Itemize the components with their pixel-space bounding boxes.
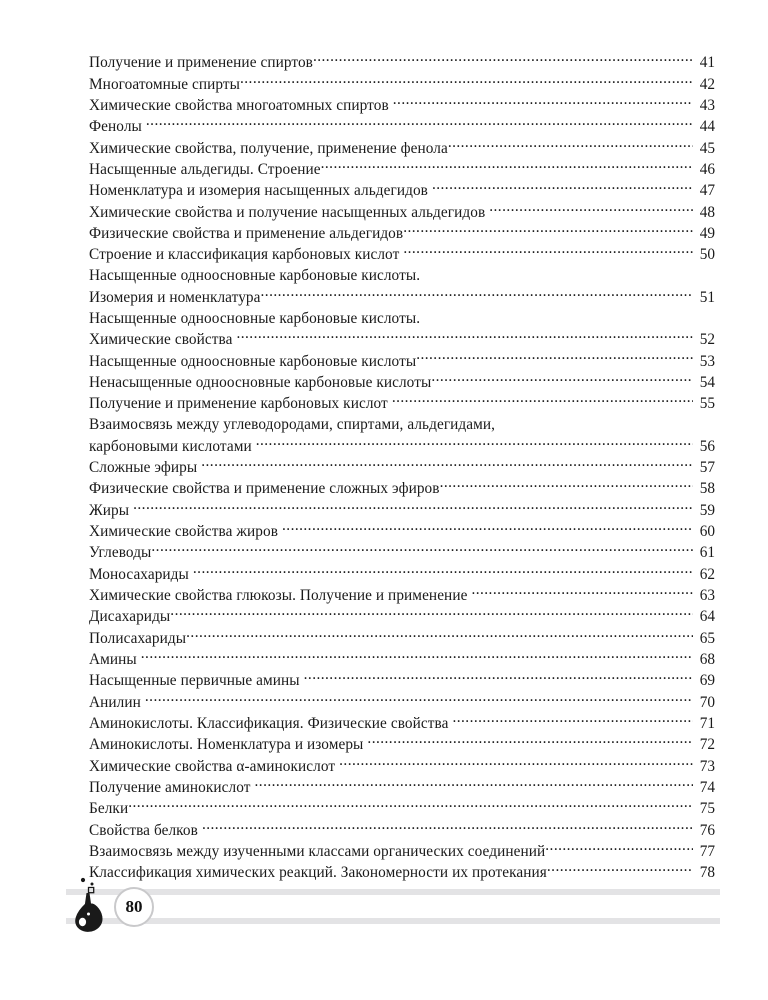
toc-page-number: 43 bbox=[699, 96, 715, 114]
toc-entry[interactable] bbox=[89, 73, 715, 94]
toc-entry-title: Насыщенные одноосновные карбоновые кислоты bbox=[89, 352, 417, 370]
toc-page-number: 74 bbox=[699, 779, 715, 797]
footer-rule-top bbox=[66, 889, 720, 895]
toc-page-number: 63 bbox=[699, 587, 715, 604]
dot-leader bbox=[170, 606, 693, 621]
toc-line-continuation bbox=[89, 414, 715, 435]
toc-entry-title: Получение и применение спиртов bbox=[89, 54, 313, 72]
toc-entry[interactable] bbox=[89, 691, 715, 712]
toc-entry[interactable] bbox=[89, 265, 715, 307]
dot-leader bbox=[416, 350, 693, 365]
toc-entry[interactable] bbox=[89, 223, 715, 244]
toc-line bbox=[89, 372, 715, 393]
toc-page-number: 55 bbox=[699, 395, 715, 413]
dot-leader bbox=[545, 841, 693, 856]
toc-entry[interactable] bbox=[89, 862, 715, 883]
toc-entry[interactable] bbox=[89, 180, 715, 201]
toc-line bbox=[89, 223, 715, 244]
toc-page-number: 76 bbox=[699, 821, 715, 839]
dot-leader bbox=[321, 159, 693, 174]
toc-entry-title: Многоатомные спирты bbox=[89, 75, 240, 93]
page-number-text: 80 bbox=[125, 897, 143, 916]
toc-page-number: 73 bbox=[699, 757, 715, 775]
toc-entry-title: Насыщенные одноосновные карбоновые кислоты. bbox=[89, 267, 421, 285]
dot-leader bbox=[313, 52, 693, 67]
dot-leader bbox=[440, 478, 693, 493]
toc-line bbox=[89, 478, 715, 499]
table-of-contents-list bbox=[89, 52, 715, 884]
dot-leader bbox=[151, 542, 693, 557]
dot-leader bbox=[202, 819, 693, 834]
toc-page-number: 59 bbox=[699, 501, 715, 519]
toc-entry-title: Физические свойства и применение альдегидов bbox=[89, 225, 404, 243]
toc-line bbox=[89, 862, 715, 883]
toc-line bbox=[89, 435, 715, 456]
toc-entry-title: Полисахариды bbox=[89, 629, 187, 647]
dot-leader bbox=[392, 393, 693, 408]
toc-entry-title: Классификация химических реакций. Закономерности их протекания bbox=[89, 864, 547, 882]
toc-entry[interactable] bbox=[89, 478, 715, 499]
toc-page-number: 60 bbox=[699, 522, 715, 540]
toc-page-number: 44 bbox=[699, 118, 715, 136]
toc-entry[interactable] bbox=[89, 819, 715, 840]
toc-entry[interactable] bbox=[89, 755, 715, 776]
toc-line bbox=[89, 841, 715, 862]
toc-page-number: 77 bbox=[699, 843, 715, 861]
toc-line bbox=[89, 670, 715, 691]
toc-page-number: 48 bbox=[699, 203, 715, 221]
dot-leader bbox=[547, 862, 693, 877]
toc-entry[interactable] bbox=[89, 606, 715, 627]
toc-page-number: 70 bbox=[699, 693, 715, 711]
dot-leader bbox=[339, 755, 693, 770]
toc-entry[interactable] bbox=[89, 159, 715, 180]
dot-leader bbox=[367, 734, 693, 749]
toc-entry-title: Физические свойства и применение сложных эфиров bbox=[89, 480, 440, 498]
toc-line bbox=[89, 606, 715, 627]
dot-leader bbox=[186, 627, 693, 642]
dot-leader bbox=[141, 649, 693, 664]
toc-line bbox=[89, 457, 715, 478]
toc-entry-title: Насыщенные первичные амины bbox=[89, 672, 300, 690]
toc-page-number: 47 bbox=[699, 182, 715, 200]
toc-line bbox=[89, 777, 715, 798]
toc-page-number: 62 bbox=[699, 565, 715, 583]
page-number-badge bbox=[114, 887, 154, 927]
toc-entry-title: Взаимосвязь между изученными классами органических соединений bbox=[89, 843, 546, 861]
toc-entry[interactable] bbox=[89, 777, 715, 798]
dot-leader bbox=[146, 116, 693, 131]
toc-entry[interactable] bbox=[89, 563, 715, 584]
toc-line bbox=[89, 95, 715, 116]
dot-leader bbox=[403, 244, 693, 259]
footer-rule-bottom bbox=[66, 918, 720, 924]
dot-leader bbox=[431, 372, 693, 387]
toc-entry[interactable] bbox=[89, 201, 715, 222]
toc-line bbox=[89, 73, 715, 94]
dot-leader bbox=[145, 691, 693, 706]
dot-leader bbox=[448, 137, 693, 152]
toc-line bbox=[89, 734, 715, 755]
toc-entry-title: Аминокислоты. Номенклатура и изомеры bbox=[89, 736, 364, 754]
toc-page-number: 41 bbox=[699, 54, 715, 72]
toc-entry-title: Сложные эфиры bbox=[89, 458, 198, 476]
toc-line bbox=[89, 159, 715, 180]
toc-line bbox=[89, 627, 715, 648]
toc-entry-title: карбоновыми кислотами bbox=[89, 437, 252, 455]
toc-entry[interactable] bbox=[89, 627, 715, 648]
dot-leader bbox=[393, 95, 693, 110]
toc-entry[interactable] bbox=[89, 308, 715, 350]
toc-page-number: 69 bbox=[699, 672, 715, 690]
toc-line bbox=[89, 393, 715, 414]
toc-line-continuation bbox=[89, 308, 715, 329]
dot-leader bbox=[282, 521, 693, 536]
dot-leader bbox=[261, 286, 693, 301]
toc-line bbox=[89, 350, 715, 371]
page-footer bbox=[0, 884, 768, 934]
toc-line bbox=[89, 329, 715, 350]
toc-entry-title: Ненасыщенные одноосновные карбоновые кислоты bbox=[89, 373, 432, 391]
toc-line bbox=[89, 521, 715, 542]
toc-entry[interactable] bbox=[89, 670, 715, 691]
toc-line bbox=[89, 755, 715, 776]
toc-entry-title: Химические свойства, получение, применение фенола bbox=[89, 139, 448, 157]
toc-entry[interactable] bbox=[89, 649, 715, 670]
toc-line bbox=[89, 585, 715, 606]
toc-line bbox=[89, 137, 715, 158]
toc-entry[interactable] bbox=[89, 798, 715, 819]
toc-line-continuation bbox=[89, 265, 715, 286]
dot-leader bbox=[193, 563, 693, 578]
toc-page-number: 65 bbox=[699, 629, 715, 647]
toc-entry[interactable] bbox=[89, 137, 715, 158]
toc-page-number: 42 bbox=[699, 75, 715, 93]
dot-leader bbox=[489, 201, 693, 216]
toc-entry-title: Химические свойства жиров bbox=[89, 522, 279, 540]
toc-entry-title: Изомерия и номенклатура bbox=[89, 288, 261, 306]
toc-line bbox=[89, 691, 715, 712]
toc-line bbox=[89, 819, 715, 840]
toc-entry[interactable] bbox=[89, 499, 715, 520]
toc-entry-title: Анилин bbox=[89, 693, 141, 711]
toc-entry-title: Получение и применение карбоновых кислот bbox=[89, 395, 388, 413]
toc-line bbox=[89, 52, 715, 73]
toc-entry[interactable] bbox=[89, 95, 715, 116]
toc-page-number: 49 bbox=[699, 225, 715, 243]
toc-line bbox=[89, 116, 715, 137]
toc-line bbox=[89, 244, 715, 265]
toc-entry-title: Химические свойства α-аминокислот bbox=[89, 757, 336, 775]
toc-entry-title: Углеводы bbox=[89, 544, 152, 562]
toc-page-number: 53 bbox=[699, 352, 715, 370]
dot-leader bbox=[240, 73, 693, 88]
toc-line bbox=[89, 180, 715, 201]
toc-line bbox=[89, 542, 715, 563]
toc-line bbox=[89, 201, 715, 222]
toc-entry[interactable] bbox=[89, 713, 715, 734]
toc-page-number: 61 bbox=[699, 544, 715, 562]
toc-entry[interactable] bbox=[89, 393, 715, 414]
toc-page-number: 71 bbox=[699, 715, 715, 733]
toc-entry-title: Номенклатура и изомерия насыщенных альдегидов bbox=[89, 182, 428, 200]
toc-line bbox=[89, 713, 715, 734]
toc-page-number: 45 bbox=[699, 139, 715, 157]
dot-leader bbox=[133, 499, 693, 514]
toc-entry[interactable] bbox=[89, 372, 715, 393]
toc-entry-title: Химические свойства глюкозы. Получение и применение bbox=[89, 587, 468, 604]
toc-entry-title: Свойства белков bbox=[89, 821, 198, 839]
toc-page-number: 75 bbox=[699, 800, 715, 818]
toc-line bbox=[89, 798, 715, 819]
toc-entry-title: Химические свойства bbox=[89, 331, 233, 349]
toc-entry[interactable] bbox=[89, 244, 715, 265]
toc-entry[interactable] bbox=[89, 52, 715, 73]
toc-entry[interactable] bbox=[89, 350, 715, 371]
toc-entry-title: Амины bbox=[89, 651, 137, 669]
toc-entry[interactable] bbox=[89, 457, 715, 478]
toc-entry-title: Получение аминокислот bbox=[89, 779, 251, 797]
toc-line bbox=[89, 499, 715, 520]
dot-leader bbox=[403, 223, 693, 238]
toc-entry[interactable] bbox=[89, 542, 715, 563]
toc-page-number: 68 bbox=[699, 651, 715, 669]
toc-entry-title: Моносахариды bbox=[89, 565, 189, 583]
dot-leader bbox=[452, 713, 693, 728]
toc-entry-title: Химические свойства многоатомных спиртов bbox=[89, 96, 389, 114]
toc-entry-title: Химические свойства и получение насыщенных альдегидов bbox=[89, 203, 486, 221]
toc-page-number: 54 bbox=[699, 373, 715, 391]
toc-entry-title: Насыщенные альдегиды. Строение bbox=[89, 161, 321, 179]
toc-page-number: 52 bbox=[699, 331, 715, 349]
toc-line bbox=[89, 649, 715, 670]
toc-line bbox=[89, 286, 715, 307]
toc-page-number: 50 bbox=[699, 246, 715, 264]
toc-page-number: 64 bbox=[699, 608, 715, 626]
chemistry-flask-icon bbox=[68, 873, 118, 935]
toc-entry[interactable] bbox=[89, 521, 715, 542]
toc-entry-title: Жиры bbox=[89, 501, 130, 519]
toc-page-number: 72 bbox=[699, 736, 715, 754]
toc-entry[interactable] bbox=[89, 585, 715, 606]
dot-leader bbox=[304, 670, 693, 685]
toc-entry-title: Фенолы bbox=[89, 118, 142, 136]
dot-leader bbox=[128, 798, 693, 813]
toc-entry-title: Взаимосвязь между углеводородами, спиртами, альдегидами, bbox=[89, 416, 496, 434]
toc-entry[interactable] bbox=[89, 734, 715, 755]
toc-entry-title: Насыщенные одноосновные карбоновые кислоты. bbox=[89, 309, 421, 327]
toc-entry[interactable] bbox=[89, 414, 715, 456]
toc-line bbox=[89, 563, 715, 584]
toc-entry-title: Строение и классификация карбоновых кислот bbox=[89, 246, 400, 264]
toc-page-number: 57 bbox=[699, 458, 715, 476]
toc-entry-title: Аминокислоты. Классификация. Физические свойства bbox=[89, 715, 449, 733]
toc-page-number: 46 bbox=[699, 161, 715, 179]
dot-leader bbox=[255, 777, 693, 792]
toc-page-number: 78 bbox=[699, 864, 715, 882]
dot-leader bbox=[432, 180, 693, 195]
toc-page-number: 58 bbox=[699, 480, 715, 498]
toc-entry-title: Белки bbox=[89, 800, 129, 818]
dot-leader bbox=[256, 435, 693, 450]
toc-page-number: 51 bbox=[699, 288, 715, 306]
toc-entry[interactable] bbox=[89, 841, 715, 862]
toc-page-number: 56 bbox=[699, 437, 715, 455]
dot-leader bbox=[236, 329, 693, 344]
dot-leader bbox=[471, 585, 693, 600]
dot-leader bbox=[201, 457, 693, 472]
toc-entry-title: Дисахариды bbox=[89, 608, 171, 626]
toc-entry[interactable] bbox=[89, 116, 715, 137]
